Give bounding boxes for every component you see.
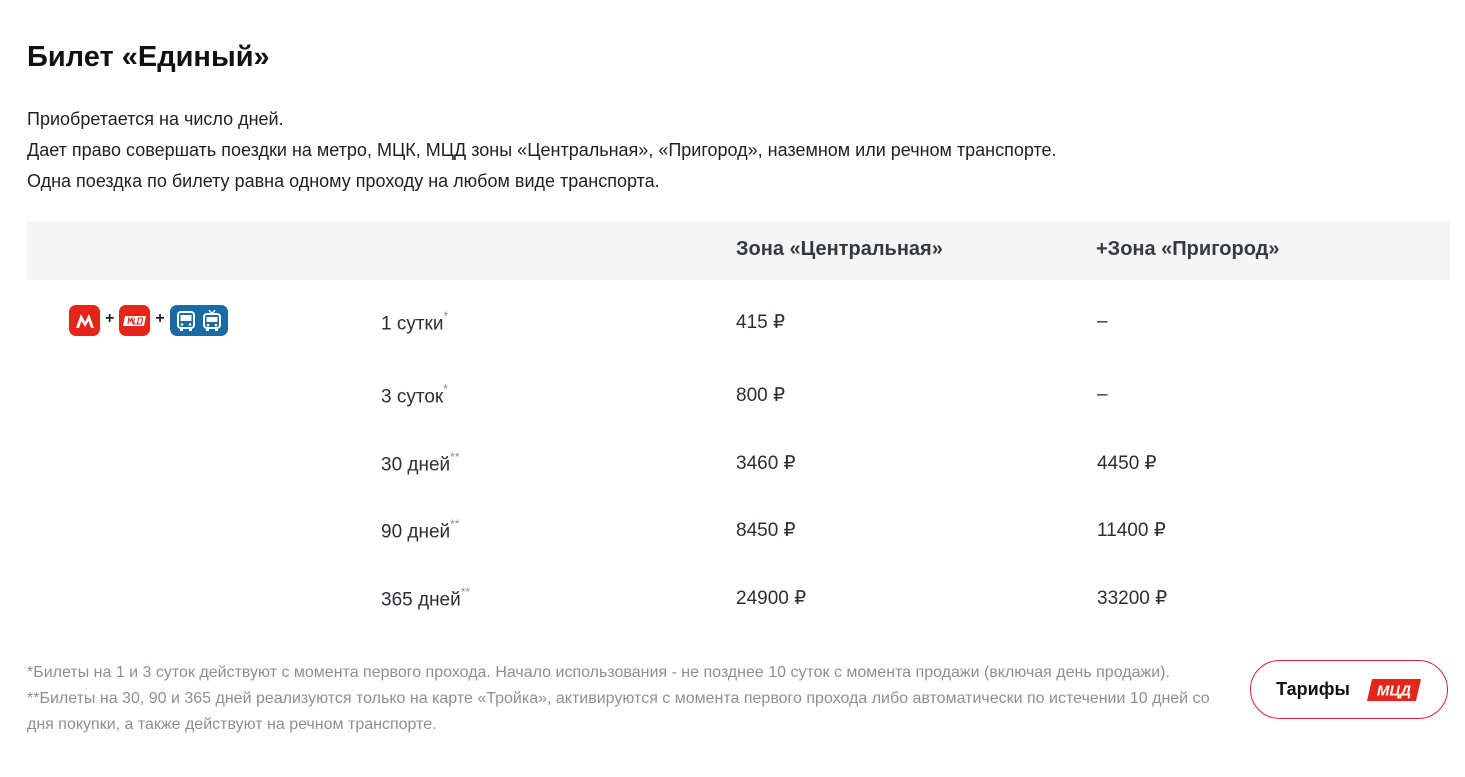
header-suburb-zone: +Зона «Пригород» <box>1096 238 1280 260</box>
plus-sign: + <box>155 309 165 327</box>
plus-sign: + <box>105 309 115 327</box>
footnote: *Билеты на 1 и 3 суток действуют с момента первого прохода. Начало использования - не позднее 10 суток с момента продажи (включая день продажи). <box>27 664 1170 681</box>
table-row-period: 1 сутки* <box>381 309 449 335</box>
mcd-icon <box>119 305 150 336</box>
footnotes <box>27 660 1222 738</box>
description-line: Дает право совершать поездки на метро, МЦК, МЦД зоны «Центральная», «Пригород», наземном или речном транспорте. <box>27 140 1057 160</box>
table-row-price-suburb: 4450 ₽ <box>1097 453 1157 474</box>
tariffs-button-label: Тарифы <box>1276 679 1350 699</box>
table-row-period: 365 дней** <box>381 585 471 611</box>
metro-icon <box>69 305 100 336</box>
ground-transport-icon <box>170 305 228 336</box>
trolleybus-icon <box>201 310 223 332</box>
description-line: Одна поездка по билету равна одному проходу на любом виде транспорта. <box>27 171 660 191</box>
table-row-price-central: 800 ₽ <box>736 385 786 406</box>
mcd-logo-text: МЦД <box>1376 682 1412 699</box>
table-row-price-suburb: 33200 ₽ <box>1097 588 1168 609</box>
table-row-price-suburb: – <box>1097 311 1108 332</box>
footnote: **Билеты на 30, 90 и 365 дней реализуются только на карте «Тройка», активируются с момента первого прохода либо автоматически по истечении 10 дней со дня покупки, а также действуют на речном транспорте. <box>27 690 1210 733</box>
table-row-period: 3 суток* <box>381 382 448 408</box>
transport-icons <box>69 305 228 336</box>
table-row-price-central: 3460 ₽ <box>736 453 796 474</box>
tariff-table-header <box>27 221 1450 280</box>
table-row-price-central: 8450 ₽ <box>736 520 796 541</box>
page-title: Билет «Единый» <box>27 41 270 74</box>
table-row-period: 30 дней** <box>381 450 460 476</box>
tariffs-mcd-button[interactable] <box>1250 660 1448 719</box>
table-row-period: 90 дней** <box>381 517 460 543</box>
table-row-price-central: 24900 ₽ <box>736 588 807 609</box>
mcd-logo-icon <box>1366 678 1422 702</box>
ticket-description <box>27 104 1057 197</box>
table-row-price-suburb: 11400 ₽ <box>1097 520 1166 541</box>
bus-icon <box>175 310 197 332</box>
table-row-price-suburb: – <box>1097 384 1108 405</box>
header-central-zone: Зона «Центральная» <box>736 238 943 260</box>
table-row-price-central: 415 ₽ <box>736 312 786 333</box>
description-line: Приобретается на число дней. <box>27 109 284 129</box>
